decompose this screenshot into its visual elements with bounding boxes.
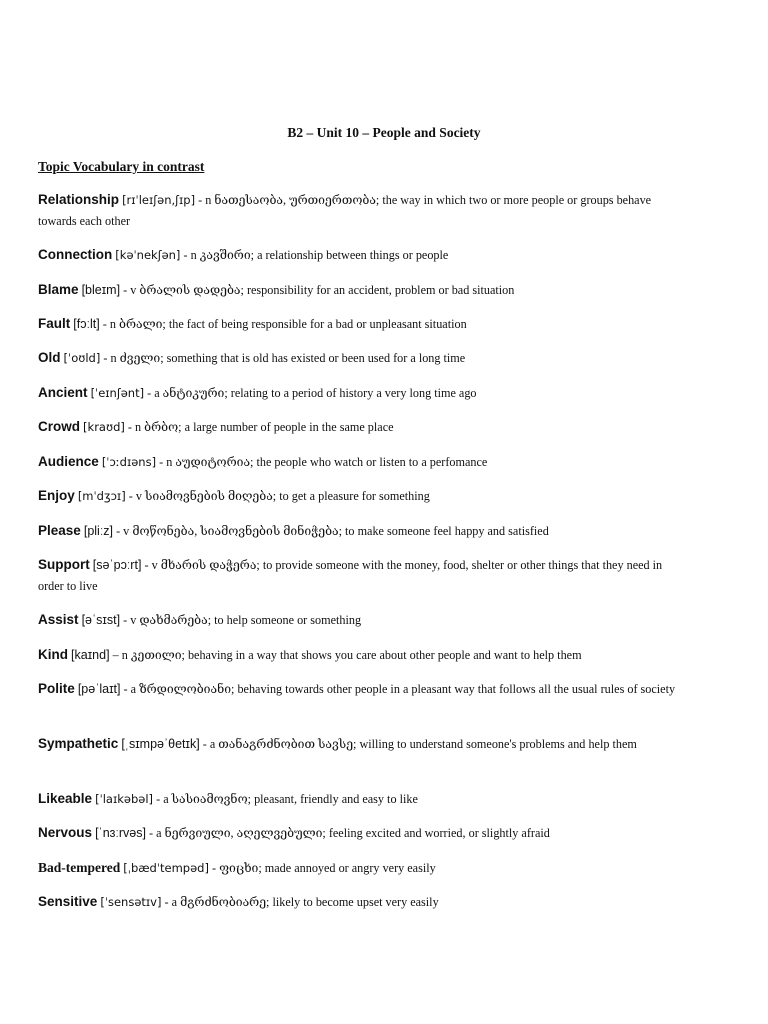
entry-word: Connection bbox=[38, 247, 113, 262]
entry-definition: - v მოწონება, სიამოვნების მინიჭება; to make someone feel happy and satisfied bbox=[113, 524, 549, 538]
entry-definition: - ფიცხი; made annoyed or angry very easily bbox=[208, 861, 436, 875]
entry-word: Enjoy bbox=[38, 488, 75, 503]
entry-definition: - v ბრალის დადება; responsibility for an accident, problem or bad situation bbox=[120, 283, 515, 297]
entry-word: Sensitive bbox=[38, 894, 98, 909]
entry-word: Assist bbox=[38, 612, 79, 627]
entry-word: Polite bbox=[38, 681, 75, 696]
vocab-entry-old bbox=[38, 348, 688, 369]
entry-word: Please bbox=[38, 523, 81, 538]
entry-definition: - a ანტიკური; relating to a period of history a very long time ago bbox=[144, 386, 477, 400]
entry-ipa: [mˈdʒɔɪ] bbox=[77, 489, 126, 503]
entry-ipa: [ˌsɪmpəˈθetɪk] bbox=[121, 737, 200, 751]
vocab-entry-kind bbox=[38, 645, 688, 666]
entry-definition: - n აუდიტორია; the people who watch or listen to a perfomance bbox=[156, 455, 488, 469]
entry-ipa: [ˈnɜːrvəs] bbox=[95, 826, 146, 840]
vocab-entry-audience bbox=[38, 452, 688, 473]
entry-ipa: [kraʊd] bbox=[83, 420, 125, 434]
entry-word: Fault bbox=[38, 316, 71, 331]
entry-ipa: [səˈpɔːrt] bbox=[92, 558, 142, 572]
vocab-entry-bad-tempered bbox=[38, 858, 688, 879]
vocab-entry-support bbox=[38, 555, 688, 596]
entry-word: Bad-tempered bbox=[38, 860, 121, 875]
entry-definition: - n ბრალი; the fact of being responsible for a bad or unpleasant situation bbox=[99, 317, 467, 331]
document-title: B2 – Unit 10 – People and Society bbox=[287, 125, 481, 140]
vocab-entry-ancient bbox=[38, 383, 688, 404]
vocab-entry-polite bbox=[38, 679, 688, 700]
entry-word: Likeable bbox=[38, 791, 93, 806]
vocab-entry-fault bbox=[38, 314, 688, 335]
entry-ipa: [pliːz] bbox=[83, 524, 114, 538]
entry-definition: - n ნათესაობა, ურთიერთობა; the way in which two or more people or groups behave towards each other bbox=[38, 193, 652, 228]
entry-ipa: [ˈsensətɪv] bbox=[100, 895, 162, 909]
entry-ipa: [kəˈnekʃən] bbox=[115, 248, 181, 262]
entry-word: Nervous bbox=[38, 825, 93, 840]
entry-definition: - v მხარის დაჭერა; to provide someone with the money, food, shelter or other things that they need in order to live bbox=[38, 558, 663, 593]
entry-ipa: [ˈlaɪkəbəl] bbox=[95, 792, 154, 806]
entry-ipa: [ˌbædˈtempəd] bbox=[123, 861, 209, 875]
entry-word: Kind bbox=[38, 647, 68, 662]
entry-definition: - v სიამოვნების მიღება; to get a pleasure for something bbox=[125, 489, 430, 503]
vocab-entry-crowd bbox=[38, 417, 688, 438]
entry-definition: - a სასიამოვნო; pleasant, friendly and easy to like bbox=[153, 792, 418, 806]
section-heading: Topic Vocabulary in contrast bbox=[38, 159, 205, 174]
entry-ipa: [fɔːlt] bbox=[73, 317, 100, 331]
vocab-entry-nervous bbox=[38, 823, 688, 844]
vocab-entry-please bbox=[38, 521, 688, 542]
vocab-entry-sympathetic bbox=[38, 734, 688, 755]
entry-word: Sympathetic bbox=[38, 736, 119, 751]
vocab-entry-blame bbox=[38, 280, 688, 301]
entry-definition: - a თანაგრძნობით სავსე; willing to understand someone's problems and help them bbox=[199, 737, 637, 751]
entry-ipa: [ˈeɪnʃənt] bbox=[90, 386, 145, 400]
entry-word: Crowd bbox=[38, 419, 80, 434]
entry-definition: - a ნერვიული, აღელვებული; feeling excited and worried, or slightly afraid bbox=[145, 826, 550, 840]
entry-definition: - a მგრძნობიარე; likely to become upset very easily bbox=[161, 895, 439, 909]
entry-ipa: [ˈoʊld] bbox=[63, 351, 101, 365]
entry-ipa: [kaɪnd] bbox=[71, 648, 110, 662]
entry-definition: - n ძველი; something that is old has existed or been used for a long time bbox=[100, 351, 466, 365]
entry-ipa: [pəˈlaɪt] bbox=[77, 682, 121, 696]
vocab-entry-assist bbox=[38, 610, 688, 631]
entry-definition: - v დახმარება; to help someone or something bbox=[120, 613, 362, 627]
entry-ipa: [bleɪm] bbox=[81, 283, 121, 297]
entry-word: Audience bbox=[38, 454, 99, 469]
entry-word: Blame bbox=[38, 282, 79, 297]
vocab-entry-sensitive bbox=[38, 892, 688, 913]
entry-ipa: [rɪˈleɪʃən,ʃɪp] bbox=[122, 193, 196, 207]
entry-ipa: [əˈsɪst] bbox=[81, 613, 121, 627]
entry-definition: - n ბრბო; a large number of people in the same place bbox=[124, 420, 394, 434]
vocab-entry-relationship bbox=[38, 190, 688, 231]
entry-definition: - a ზრდილობიანი; behaving towards other people in a pleasant way that follows all the usual rules of society bbox=[120, 682, 676, 696]
entry-word: Support bbox=[38, 557, 90, 572]
entry-definition: - n კავშირი; a relationship between things or people bbox=[180, 248, 449, 262]
vocab-entry-likeable bbox=[38, 789, 688, 810]
vocab-entry-enjoy bbox=[38, 486, 688, 507]
entry-definition: – n კეთილი; behaving in a way that shows you care about other people and want to help them bbox=[109, 648, 582, 662]
entry-word: Ancient bbox=[38, 385, 88, 400]
entry-word: Relationship bbox=[38, 192, 120, 207]
vocab-entry-connection bbox=[38, 245, 688, 266]
entry-word: Old bbox=[38, 350, 61, 365]
entry-ipa: [ˈɔːdɪəns] bbox=[101, 455, 157, 469]
